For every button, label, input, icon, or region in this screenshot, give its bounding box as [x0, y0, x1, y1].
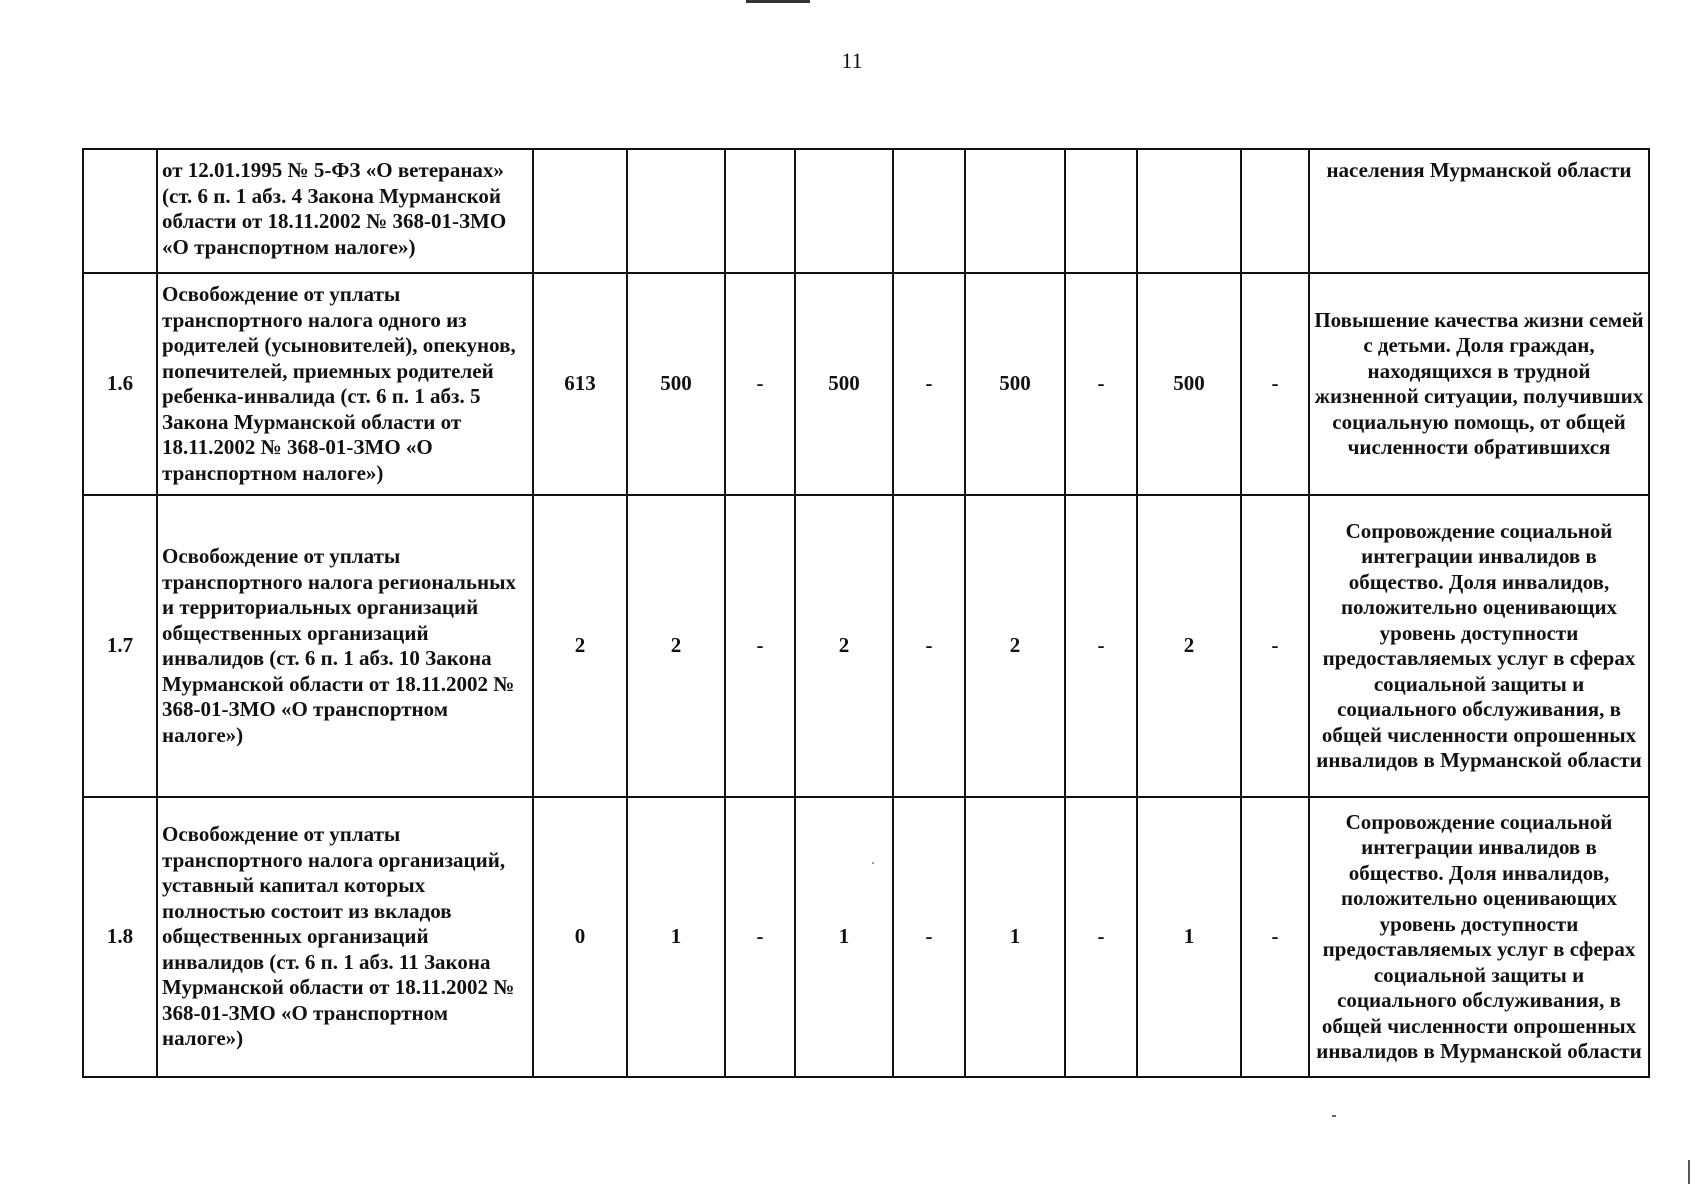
value-cell: - [1241, 495, 1309, 797]
value-cell: 2 [533, 495, 627, 797]
value-cell: 613 [533, 273, 627, 495]
row-number-cell [83, 149, 157, 273]
table-row [83, 495, 1649, 797]
scan-speck [872, 862, 874, 864]
value-cell: 2 [627, 495, 725, 797]
value-cell: 500 [795, 273, 893, 495]
result-cell: населения Мурманской области [1309, 149, 1649, 273]
top-edge-mark [746, 0, 810, 3]
value-cell: 1 [795, 797, 893, 1077]
description-cell: Освобождение от уплаты транспортного налога организаций, уставный капитал которых полностью состоит из вкладов общественных организаций инвалидов (ст. 6 п. 1 абз. 11 Закона Мурманской области от 18.11.2002 № 368-01-ЗМО «О транспортном налоге») [157, 797, 533, 1077]
value-cell: 2 [965, 495, 1065, 797]
description-cell: Освобождение от уплаты транспортного налога региональных и территориальных организаций общественных организаций инвалидов (ст. 6 п. 1 абз. 10 Закона Мурманской области от 18.11.2002 № 368-01-ЗМО «О транспортном налоге») [157, 495, 533, 797]
value-cell [1137, 149, 1241, 273]
result-cell: Сопровождение социальной интеграции инвалидов в общество. Доля инвалидов, положительно оценивающих уровень доступности предоставляемых услуг в сферах социальной защиты и социального обслуживания, в общей численности опрошенных инвалидов в Мурманской области [1309, 797, 1649, 1077]
value-cell [1241, 149, 1309, 273]
value-cell [533, 149, 627, 273]
value-cell: - [725, 797, 795, 1077]
row-number-cell: 1.8 [83, 797, 157, 1077]
value-cell: - [1065, 273, 1137, 495]
value-cell: 2 [795, 495, 893, 797]
value-cell [965, 149, 1065, 273]
table-row [83, 797, 1649, 1077]
value-cell [725, 149, 795, 273]
value-cell: - [1065, 797, 1137, 1077]
description-cell: от 12.01.1995 № 5-ФЗ «О ветеранах» (ст. 6 п. 1 абз. 4 Закона Мурманской области от 18.11.2002 № 368-01-ЗМО «О транспортном налоге») [157, 149, 533, 273]
scan-edge-mark [1688, 1160, 1690, 1184]
value-cell: - [725, 495, 795, 797]
page-number: 11 [841, 48, 863, 73]
table-row [83, 149, 1649, 273]
value-cell: 0 [533, 797, 627, 1077]
value-cell [795, 149, 893, 273]
value-cell [1065, 149, 1137, 273]
benefits-table [82, 148, 1650, 1078]
value-cell: 500 [627, 273, 725, 495]
value-cell: - [893, 495, 965, 797]
value-cell: - [1241, 797, 1309, 1077]
scan-speck [1332, 1115, 1336, 1117]
value-cell: - [725, 273, 795, 495]
table-row [83, 273, 1649, 495]
row-number-cell: 1.6 [83, 273, 157, 495]
row-number-cell: 1.7 [83, 495, 157, 797]
value-cell: - [1241, 273, 1309, 495]
value-cell: 500 [965, 273, 1065, 495]
value-cell: - [893, 273, 965, 495]
value-cell: 500 [1137, 273, 1241, 495]
result-cell: Сопровождение социальной интеграции инвалидов в общество. Доля инвалидов, положительно оценивающих уровень доступности предоставляемых услуг в сферах социальной защиты и социального обслуживания, в общей численности опрошенных инвалидов в Мурманской области [1309, 495, 1649, 797]
value-cell: - [893, 797, 965, 1077]
value-cell [893, 149, 965, 273]
value-cell: 2 [1137, 495, 1241, 797]
value-cell: 1 [1137, 797, 1241, 1077]
value-cell: 1 [965, 797, 1065, 1077]
value-cell: 1 [627, 797, 725, 1077]
value-cell: - [1065, 495, 1137, 797]
description-cell: Освобождение от уплаты транспортного налога одного из родителей (усыновителей), опекунов, попечителей, приемных родителей ребенка-инвалида (ст. 6 п. 1 абз. 5 Закона Мурманской области от 18.11.2002 № 368-01-ЗМО «О транспортном налоге») [157, 273, 533, 495]
value-cell [627, 149, 725, 273]
result-cell: Повышение качества жизни семей с детьми. Доля граждан, находящихся в трудной жизненной ситуации, получивших социальную помощь, от общей численности обратившихся [1309, 273, 1649, 495]
